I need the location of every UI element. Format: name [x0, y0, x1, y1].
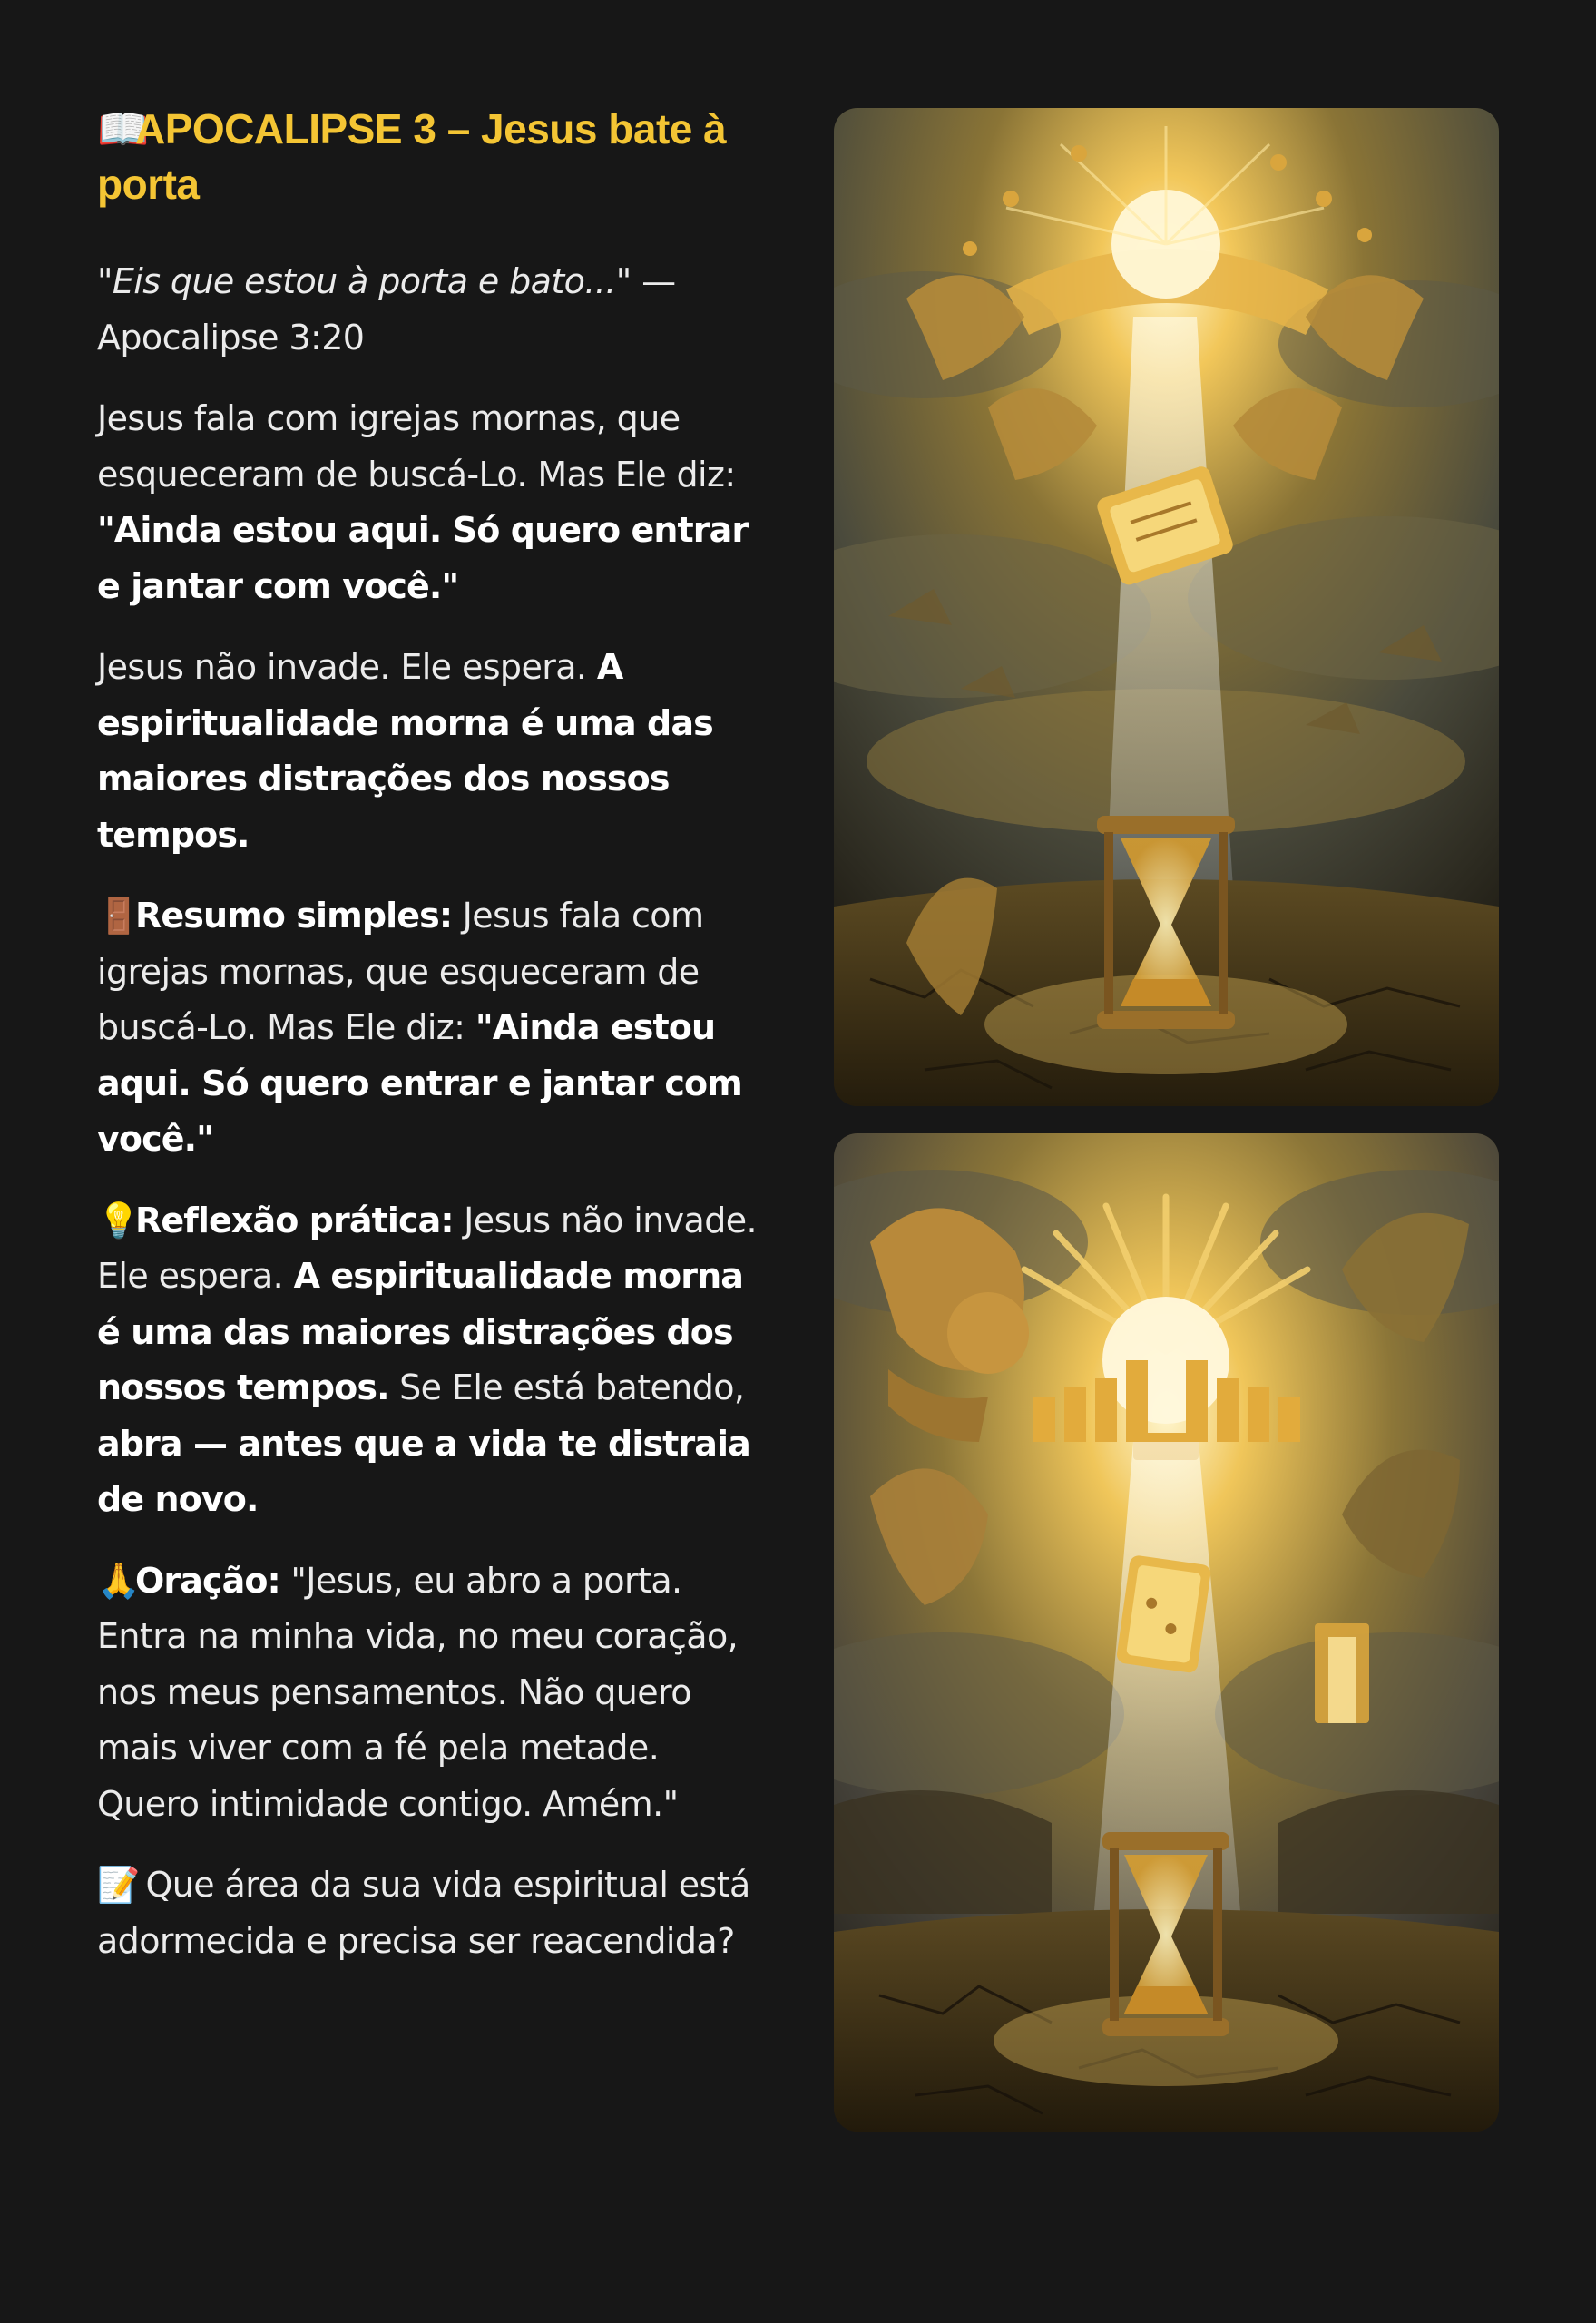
- verse-reference: — Apocalipse 3:20: [97, 261, 676, 358]
- door-icon: 🚪: [97, 896, 140, 936]
- page-title: [97, 102, 769, 212]
- verse-paragraph: [97, 254, 769, 366]
- question-text: Que área da sua vida espiritual está adormecida e precisa ser reacendida?: [97, 1865, 750, 1961]
- summary-paragraph: [97, 888, 769, 1168]
- apocalypse-illustration-bottom: [834, 1133, 1499, 2132]
- intro-text: Jesus fala com igrejas mornas, que esqueceram de buscá-Lo. Mas Ele diz:: [97, 398, 736, 495]
- title-text: APOCALIPSE 3 – Jesus bate à porta: [97, 105, 727, 208]
- reflection-label: Reflexão prática:: [135, 1200, 454, 1240]
- memo-icon: 📝: [97, 1865, 140, 1905]
- summary-text: Jesus fala com igrejas mornas, que esqueceram de buscá-Lo. Mas Ele diz:: [97, 896, 704, 1047]
- verse-quote: "Eis que estou à porta e bato...": [97, 261, 632, 301]
- warning-paragraph: [97, 640, 769, 863]
- reflection-text-2: Se Ele está batendo,: [388, 1367, 745, 1407]
- open-book-icon: 📖: [97, 104, 149, 153]
- apocalypse-illustration-top: [834, 108, 1499, 1106]
- warning-emphasis: A espiritualidade morna é uma das maiores distrações dos nossos tempos.: [97, 647, 713, 855]
- praying-hands-icon: 🙏: [97, 1560, 140, 1601]
- reflection-emphasis-1: A espiritualidade morna é uma das maiores distrações dos nossos tempos.: [97, 1256, 743, 1407]
- prayer-paragraph: [97, 1554, 769, 1833]
- lion-trumpets-hourglass-artwork: [834, 1133, 1499, 2132]
- intro-paragraph: [97, 391, 769, 614]
- prayer-text: "Jesus, eu abro a porta. Entra na minha vida, no meu coração, nos meus pensamentos. Não quero mais viver com a fé pela metade. Quero intimidade contigo. Amém.": [97, 1560, 739, 1824]
- illustration-column: [834, 108, 1499, 2132]
- devotional-text: [97, 102, 769, 1995]
- intro-emphasis: "Ainda estou aqui. Só quero entrar e jantar com você.": [97, 510, 749, 606]
- warning-text: Jesus não invade. Ele espera.: [97, 647, 597, 687]
- reflection-emphasis-2: abra — antes que a vida te distraia de novo.: [97, 1423, 750, 1519]
- light-bulb-icon: 💡: [97, 1200, 140, 1240]
- reflection-text-1: Jesus não invade. Ele espera.: [97, 1200, 758, 1296]
- reflection-paragraph: [97, 1193, 769, 1528]
- question-paragraph: [97, 1857, 769, 1969]
- summary-label: Resumo simples:: [135, 896, 453, 936]
- summary-emphasis: "Ainda estou aqui. Só quero entrar e jantar com você.": [97, 1007, 742, 1159]
- throne-scroll-hourglass-artwork: [834, 108, 1499, 1106]
- prayer-label: Oração:: [135, 1560, 280, 1601]
